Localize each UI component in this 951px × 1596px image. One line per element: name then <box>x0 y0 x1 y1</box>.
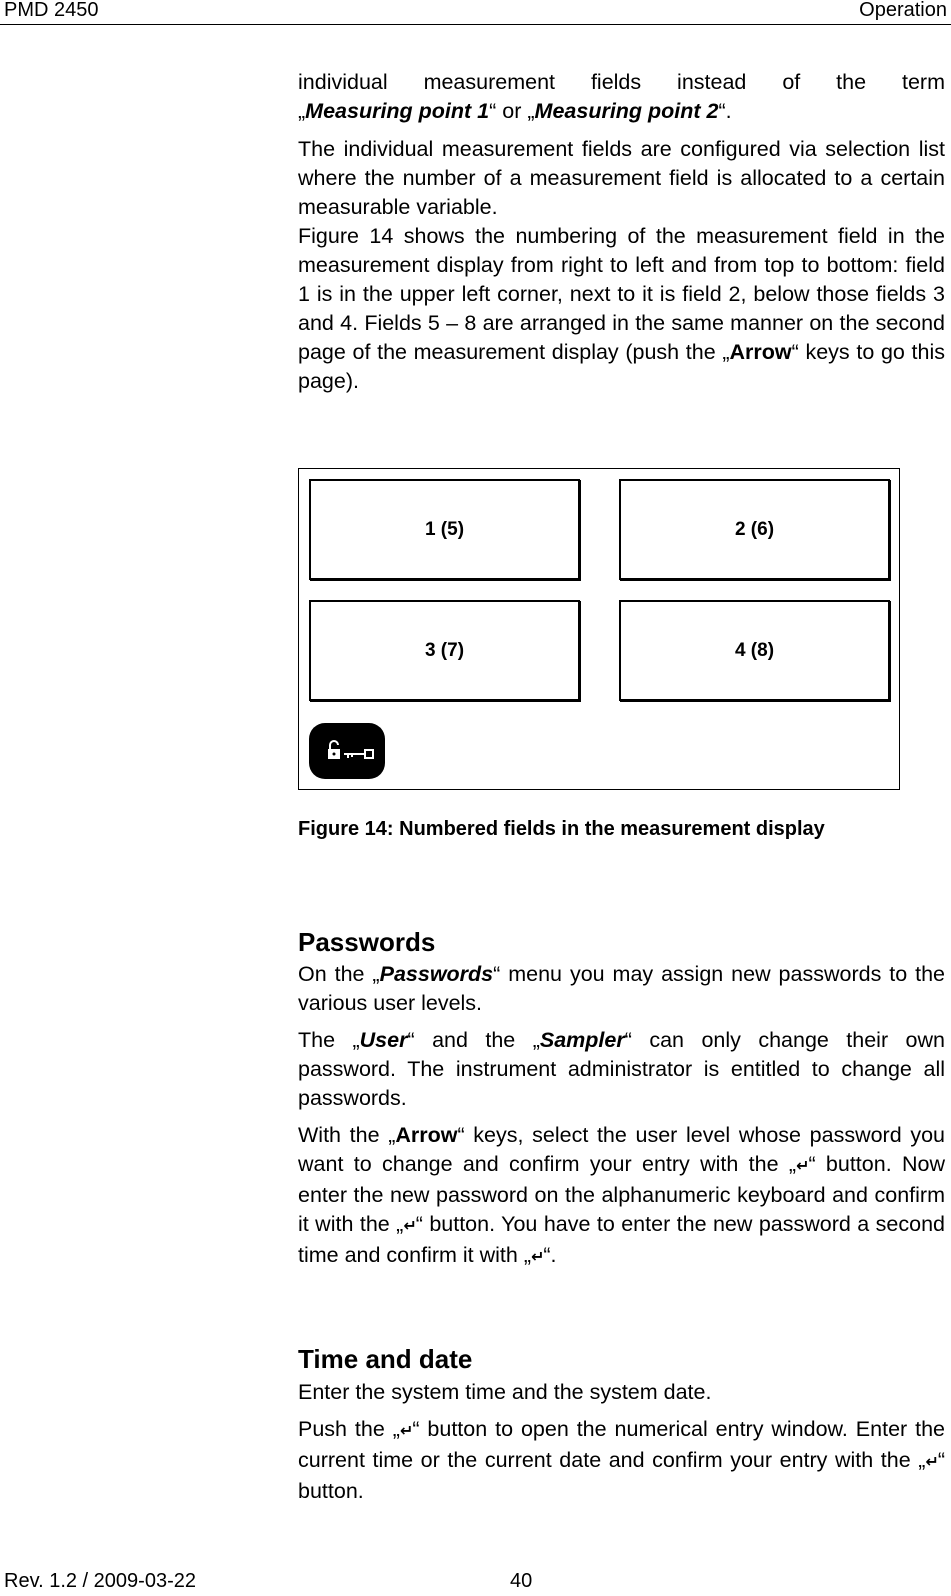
time-date-paragraph-1: Enter the system time and the system date. <box>298 1380 712 1404</box>
measurement-field-2: 2 (6) <box>619 479 890 580</box>
config-paragraph: The individual measurement fields are configured via selection list where the number of a measurement field is allocated to a certain measurable variable. <box>298 137 945 219</box>
section-title: Operation <box>859 0 947 21</box>
time-date-section <box>298 1344 945 1506</box>
passwords-section <box>298 927 945 1272</box>
doc-title: PMD 2450 <box>4 0 99 21</box>
intro-terms: „Measuring point 1“ or „Measuring point 2“. <box>298 99 732 123</box>
intro-paragraph <box>298 68 945 126</box>
page-header <box>0 0 951 25</box>
passwords-paragraph-1: On the „Passwords“ menu you may assign new passwords to the various user levels. <box>298 962 945 1015</box>
arrow-keyword: Arrow <box>729 340 792 364</box>
passwords-heading: Passwords <box>298 927 436 957</box>
time-date-heading: Time and date <box>298 1344 473 1374</box>
measurement-field-4: 4 (8) <box>619 600 890 701</box>
enter-icon: ↵ <box>530 1249 544 1266</box>
time-date-paragraph-2: Push the „↵“ button to open the numerical entry window. Enter the current time or the current date and confirm your entry with the „↵“ button. <box>298 1417 945 1503</box>
revision-label: Rev. 1.2 / 2009-03-22 <box>4 1570 196 1592</box>
passwords-paragraph-3: With the „Arrow“ keys, select the user level whose password you want to change and confirm your entry with the „↵“ button. Now enter the new password on the alphanumeric keyboard and confirm it with the „↵“ button. You have to enter the new password a second time and confirm it with „↵“. <box>298 1123 946 1267</box>
enter-icon: ↵ <box>399 1423 413 1440</box>
passwords-paragraph-2: The „User“ and the „Sampler“ can only change their own password. The instrument administrator is entitled to change all passwords. <box>298 1028 946 1110</box>
enter-icon: ↵ <box>796 1158 809 1175</box>
lock-key-icon <box>309 723 385 779</box>
enter-icon: ↵ <box>925 1454 938 1471</box>
term-measuring-point-1: Measuring point 1 <box>305 99 490 123</box>
intro-line: individual measurement fields instead of the term <box>298 70 945 94</box>
measurement-field-3: 3 (7) <box>309 600 580 701</box>
measurement-field-1: 1 (5) <box>309 479 580 580</box>
measurement-display-figure <box>298 468 900 790</box>
numbering-paragraph: Figure 14 shows the numbering of the measurement field in the measurement display from right to left and from top to bottom: field 1 is in the upper left corner, next to it is field 2, below those fields 3 and 4. Fields 5 – 8 are arranged in the same manner on the second page of the measurement display (push the „Arrow“ keys to go this page). <box>298 224 945 393</box>
figure-caption: Figure 14: Numbered fields in the measurement display <box>298 818 825 840</box>
term-measuring-point-2: Measuring point 2 <box>534 99 719 123</box>
page-number: 40 <box>510 1570 533 1592</box>
enter-icon: ↵ <box>403 1218 416 1235</box>
